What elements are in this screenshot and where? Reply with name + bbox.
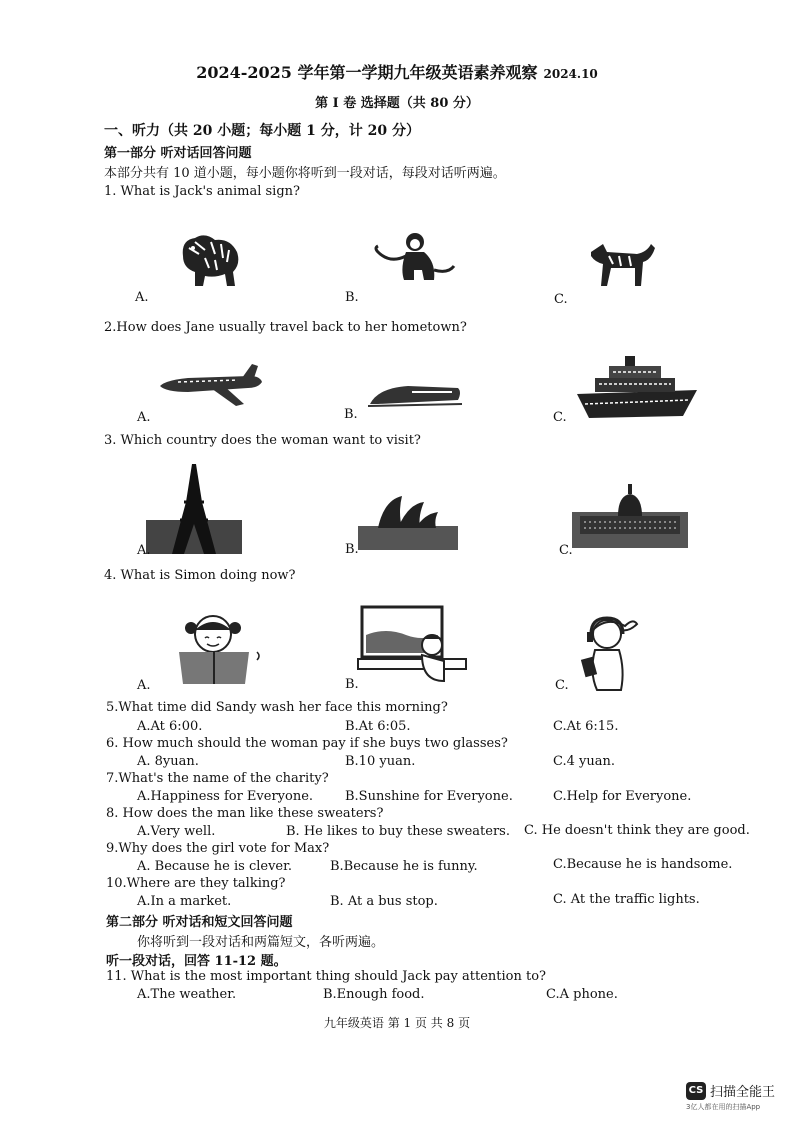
question-7: 7.What's the name of the charity?: [106, 771, 329, 786]
paper-subtitle: 第 I 卷 选择题（共 80 分）: [315, 96, 479, 111]
tiger-icon: [175, 228, 245, 290]
section-heading: 一、听力（共 20 小题；每小题 1 分，计 20 分）: [104, 123, 420, 139]
high-speed-train-icon: [368, 382, 464, 408]
airplane-icon: [158, 362, 266, 408]
watermark-tagline: 3亿人都在用的扫描App: [686, 1103, 761, 1111]
question-2: 2.How does Jane usually travel back to her hometown?: [104, 320, 467, 335]
part1-heading: 第一部分 听对话回答问题: [104, 146, 252, 161]
sydney-opera-house-icon: [358, 490, 458, 550]
question-11: 11. What is the most important thing should Jack pay attention to?: [106, 969, 547, 984]
question-3: 3. Which country does the woman want to visit?: [104, 433, 421, 448]
page-footer: 九年级英语 第 1 页 共 8 页: [323, 1016, 471, 1030]
question-8: 8. How does the man like these sweaters?: [106, 806, 384, 821]
q11-option-c: C.A phone.: [546, 987, 618, 1002]
q11-option-a: A.The weather.: [137, 987, 237, 1002]
monkey-icon: [370, 230, 460, 282]
dialogue-heading: 听一段对话，回答 11-12 题。: [106, 954, 287, 969]
part2-heading: 第二部分 听对话和短文回答问题: [106, 915, 293, 930]
q1-option-c: C.: [554, 292, 568, 307]
watermark-name: 扫描全能王: [710, 1085, 776, 1100]
q7-option-b: B.Sunshine for Everyone.: [345, 789, 513, 804]
q9-option-b: B.Because he is funny.: [330, 859, 478, 874]
part1-intro: 本部分共有 10 道小题，每小题你将听到一段对话，每段对话听两遍。: [104, 166, 506, 181]
question-10: 10.Where are they talking?: [106, 876, 286, 891]
girl-with-headphones-icon: [575, 612, 643, 692]
q3-option-a: A.: [137, 543, 151, 558]
question-6: 6. How much should the woman pay if she buys two glasses?: [106, 736, 508, 751]
exam-date: 2024.10: [543, 67, 598, 81]
q1-option-b: B.: [345, 290, 359, 305]
q8-option-c: C. He doesn't think they are good.: [524, 823, 750, 838]
boy-watching-tv-icon: [356, 605, 468, 685]
question-4: 4. What is Simon doing now?: [104, 568, 296, 583]
q5-option-b: B.At 6:05.: [345, 719, 411, 734]
exam-title: [0, 60, 794, 83]
cs-logo-icon: CS: [686, 1082, 706, 1100]
q5-option-c: C.At 6:15.: [553, 719, 619, 734]
question-1: 1. What is Jack's animal sign?: [104, 184, 300, 199]
scanner-watermark: [686, 1080, 776, 1111]
q2-option-b: B.: [344, 407, 358, 422]
q4-option-b: B.: [345, 677, 359, 692]
capitol-building-icon: [572, 482, 688, 548]
q7-option-c: C.Help for Everyone.: [553, 789, 692, 804]
q10-option-a: A.In a market.: [137, 894, 232, 909]
question-9: 9.Why does the girl vote for Max?: [106, 841, 330, 856]
q4-option-c: C.: [555, 678, 569, 693]
question-5: 5.What time did Sandy wash her face this morning?: [106, 700, 448, 715]
q2-option-a: A.: [137, 410, 151, 425]
q5-option-a: A.At 6:00.: [137, 719, 203, 734]
q1-option-a: A.: [135, 290, 149, 305]
q7-option-a: A.Happiness for Everyone.: [137, 789, 314, 804]
q6-option-b: B.10 yuan.: [345, 754, 416, 769]
dog-icon: [585, 238, 657, 288]
q9-option-c: C.Because he is handsome.: [553, 857, 733, 872]
q3-option-b: B.: [345, 542, 359, 557]
q4-option-a: A.: [137, 678, 151, 693]
q10-option-c: C. At the traffic lights.: [553, 892, 700, 907]
q10-option-b: B. At a bus stop.: [330, 894, 438, 909]
q8-option-b: B. He likes to buy these sweaters.: [286, 824, 510, 839]
ship-icon: [575, 354, 701, 422]
q8-option-a: A.Very well.: [137, 824, 216, 839]
q2-option-c: C.: [553, 410, 567, 425]
title-text: 2024-2025 学年第一学期九年级英语素养观察: [196, 63, 538, 82]
q9-option-a: A. Because he is clever.: [137, 859, 293, 874]
eiffel-tower-icon: [146, 462, 242, 554]
q11-option-b: B.Enough food.: [323, 987, 425, 1002]
reading-girl-icon: [165, 612, 265, 688]
q6-option-c: C.4 yuan.: [553, 754, 615, 769]
q3-option-c: C.: [559, 543, 573, 558]
q6-option-a: A. 8yuan.: [137, 754, 199, 769]
part2-intro: 你将听到一段对话和两篇短文，各听两遍。: [137, 935, 385, 950]
